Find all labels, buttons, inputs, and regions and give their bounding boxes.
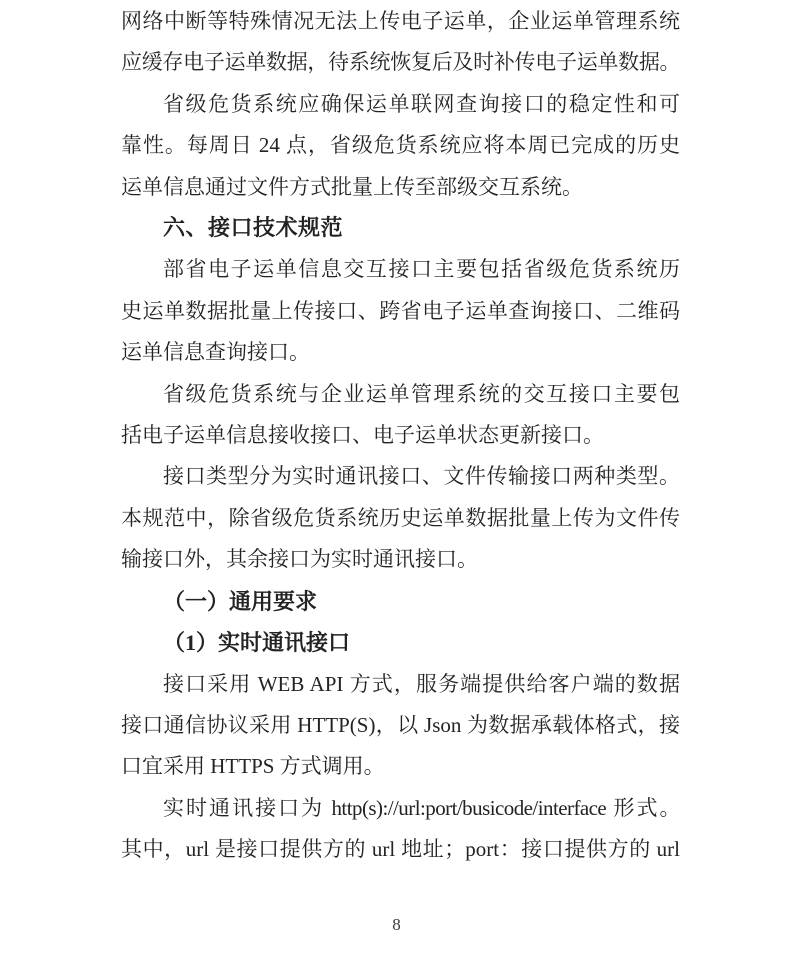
text-line: 接口类型分为实时通讯接口、文件传输接口两种类型。: [163, 464, 680, 489]
paragraph: [121, 1, 680, 84]
text-line: 省级危货系统与企业运单管理系统的交互接口主要包: [163, 381, 680, 406]
text-line: 省级危货系统应确保运单联网查询接口的稳定性和可: [163, 91, 680, 116]
paragraph: [121, 374, 680, 457]
text-line: 应缓存电子运单数据，待系统恢复后及时补传电子运单数据。: [121, 50, 680, 75]
text-line: 括电子运单信息接收接口、电子运单状态更新接口。: [121, 423, 604, 448]
text-line: 实时通讯接口为 http(s)://url:port/busicode/interface 形式。: [163, 795, 680, 820]
text-line: （一）通用要求: [163, 588, 318, 614]
paragraph: [121, 664, 680, 788]
paragraph: [121, 788, 680, 871]
text-line: 输接口外，其余接口为实时通讯接口。: [121, 547, 478, 572]
text-line: 本规范中，除省级危货系统历史运单数据批量上传为文件传: [121, 505, 680, 530]
text-line: 网络中断等特殊情况无法上传电子运单，企业运单管理系统: [121, 9, 680, 33]
text-line: 接口采用 WEB API 方式，服务端提供给客户端的数据: [163, 671, 680, 696]
paragraph: [121, 456, 680, 580]
page-footer: [0, 915, 793, 935]
section-heading: [121, 208, 680, 249]
section-heading: [121, 581, 680, 622]
text-line: （1）实时通讯接口: [163, 630, 351, 656]
text-line: 部省电子运单信息交互接口主要包括省级危货系统历: [163, 257, 680, 282]
text-line: 其中，url 是接口提供方的 url 地址；port：接口提供方的 url: [121, 837, 680, 862]
text-line: 口宜采用 HTTPS 方式调用。: [121, 754, 385, 779]
text-line: 六、接口技术规范: [163, 216, 344, 242]
paragraph: [121, 84, 680, 208]
paragraph: [121, 249, 680, 373]
text-line: 接口通信协议采用 HTTP(S)，以 Json 为数据承载体格式，接: [121, 712, 680, 737]
text-line: 史运单数据批量上传接口、跨省电子运单查询接口、二维码: [121, 298, 680, 323]
text-line: 运单信息查询接口。: [121, 340, 310, 365]
text-line: 运单信息通过文件方式批量上传至部级交互系统。: [121, 174, 583, 199]
document-content: [121, 1, 680, 871]
page-number: 8: [392, 915, 401, 934]
section-heading: [121, 622, 680, 663]
text-line: 靠性。每周日 24 点，省级危货系统应将本周已完成的历史: [121, 133, 680, 158]
